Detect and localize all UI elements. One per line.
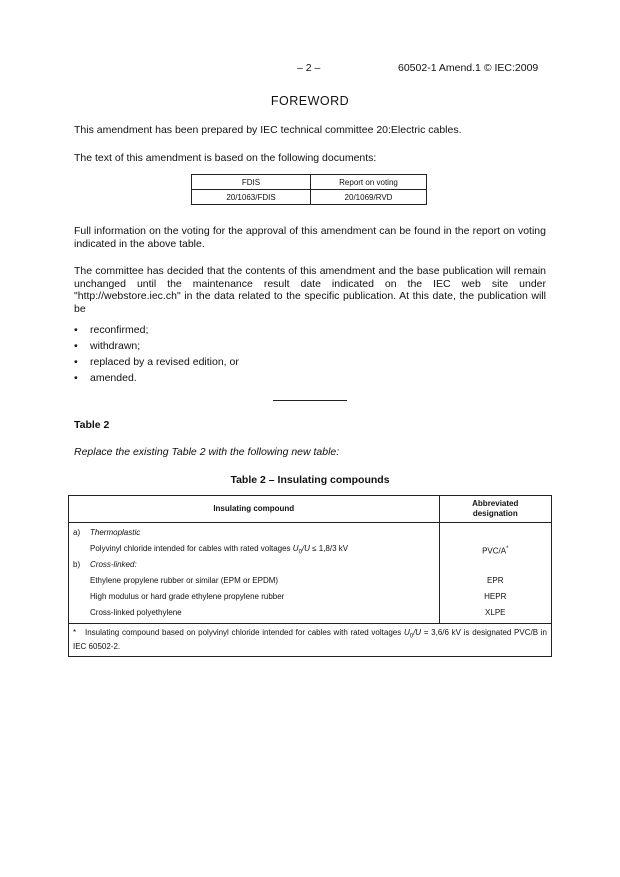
voting-table-cell: 20/1069/RVD <box>311 190 427 205</box>
list-item-text: amended. <box>90 372 137 384</box>
voting-table-cell: 20/1063/FDIS <box>192 190 311 205</box>
page-number: – 2 – <box>297 62 321 74</box>
table-body <box>69 523 552 624</box>
group-label: b) <box>73 560 81 569</box>
insulating-compounds-table <box>68 495 552 657</box>
list-item <box>74 322 239 338</box>
foreword-paragraph-2: The text of this amendment is based on the following documents: <box>74 152 377 164</box>
section-divider <box>273 400 347 401</box>
list-item <box>74 354 239 370</box>
table-row <box>69 573 439 589</box>
table2-caption: Table 2 – Insulating compounds <box>230 474 390 486</box>
list-item <box>74 338 239 354</box>
footnote-mark: * <box>506 546 509 552</box>
table-footnote: * Insulating compound based on polyvinyl chloride intended for cables with rated voltages $U_0/U = 3,6/6$ kV is designated PVC/B in IEC 60502-2. <box>69 624 552 657</box>
voting-table-header-row <box>192 175 427 190</box>
group-name: Cross-linked: <box>90 560 137 569</box>
compound-column <box>69 523 440 624</box>
table-row <box>69 589 439 605</box>
table-row <box>69 541 439 557</box>
compound-hepr: High modulus or hard grade ethylene propylene rubber <box>90 592 285 601</box>
table-row <box>69 605 439 621</box>
designation-column <box>439 523 551 624</box>
bullet-icon: • <box>74 340 78 352</box>
group-row-thermoplastic <box>69 525 439 541</box>
list-item-text: replaced by a revised edition, or <box>90 356 239 368</box>
list-item-text: withdrawn; <box>90 340 141 352</box>
designation-pvc: PVC/A <box>482 546 507 556</box>
voting-table-row <box>192 190 427 205</box>
designation-cell: HEPR <box>484 592 507 601</box>
publication-status-list <box>74 322 239 386</box>
table-header-row <box>69 496 552 523</box>
footnote-mark: * <box>73 628 77 637</box>
document-reference: 60502-1 Amend.1 © IEC:2009 <box>398 62 539 74</box>
table2-instruction: Replace the existing Table 2 with the following new table: <box>74 446 340 458</box>
voting-table-header: Report on voting <box>311 175 427 190</box>
foreword-paragraph-4: The committee has decided that the contents of this amendment and the base publication will remain unchanged until the maintenance result date indicated on the IEC web site under "http://webstore.iec.ch" in the data related to the specific publication. At this date, the publication will be <box>74 265 546 315</box>
table2-heading: Table 2 <box>74 419 110 431</box>
table-footnote-row <box>69 624 552 657</box>
foreword-paragraph-3: Full information on the voting for the approval of this amendment can be found in the report on voting indicated in the above table. <box>74 225 546 250</box>
foreword-title: FOREWORD <box>270 94 350 108</box>
designation-cell: XLPE <box>485 608 506 617</box>
bullet-icon: • <box>74 324 78 336</box>
list-item-text: reconfirmed; <box>90 324 149 336</box>
bullet-icon: • <box>74 356 78 368</box>
voting-documents-table <box>191 174 427 205</box>
group-label: a) <box>73 528 81 537</box>
compound-epr: Ethylene propylene rubber or similar (EPM or EPDM) <box>90 576 279 585</box>
foreword-paragraph-1: This amendment has been prepared by IEC technical committee 20:Electric cables. <box>74 124 462 136</box>
bullet-icon: • <box>74 372 78 384</box>
group-name: Thermoplastic <box>90 528 141 537</box>
compound-xlpe: Cross-linked polyethylene <box>90 608 182 617</box>
voting-table-header: FDIS <box>192 175 311 190</box>
designation-cell <box>441 541 550 557</box>
compound-pvc: Polyvinyl chloride intended for cables with rated voltages $U_0/U \le 1,8/3$ kV <box>90 544 349 556</box>
group-row-cross-linked <box>69 557 439 573</box>
column-header-designation: Abbreviated designation <box>439 496 551 523</box>
column-header-compound: Insulating compound <box>69 496 440 523</box>
list-item <box>74 370 239 386</box>
designation-cell: EPR <box>487 576 504 585</box>
